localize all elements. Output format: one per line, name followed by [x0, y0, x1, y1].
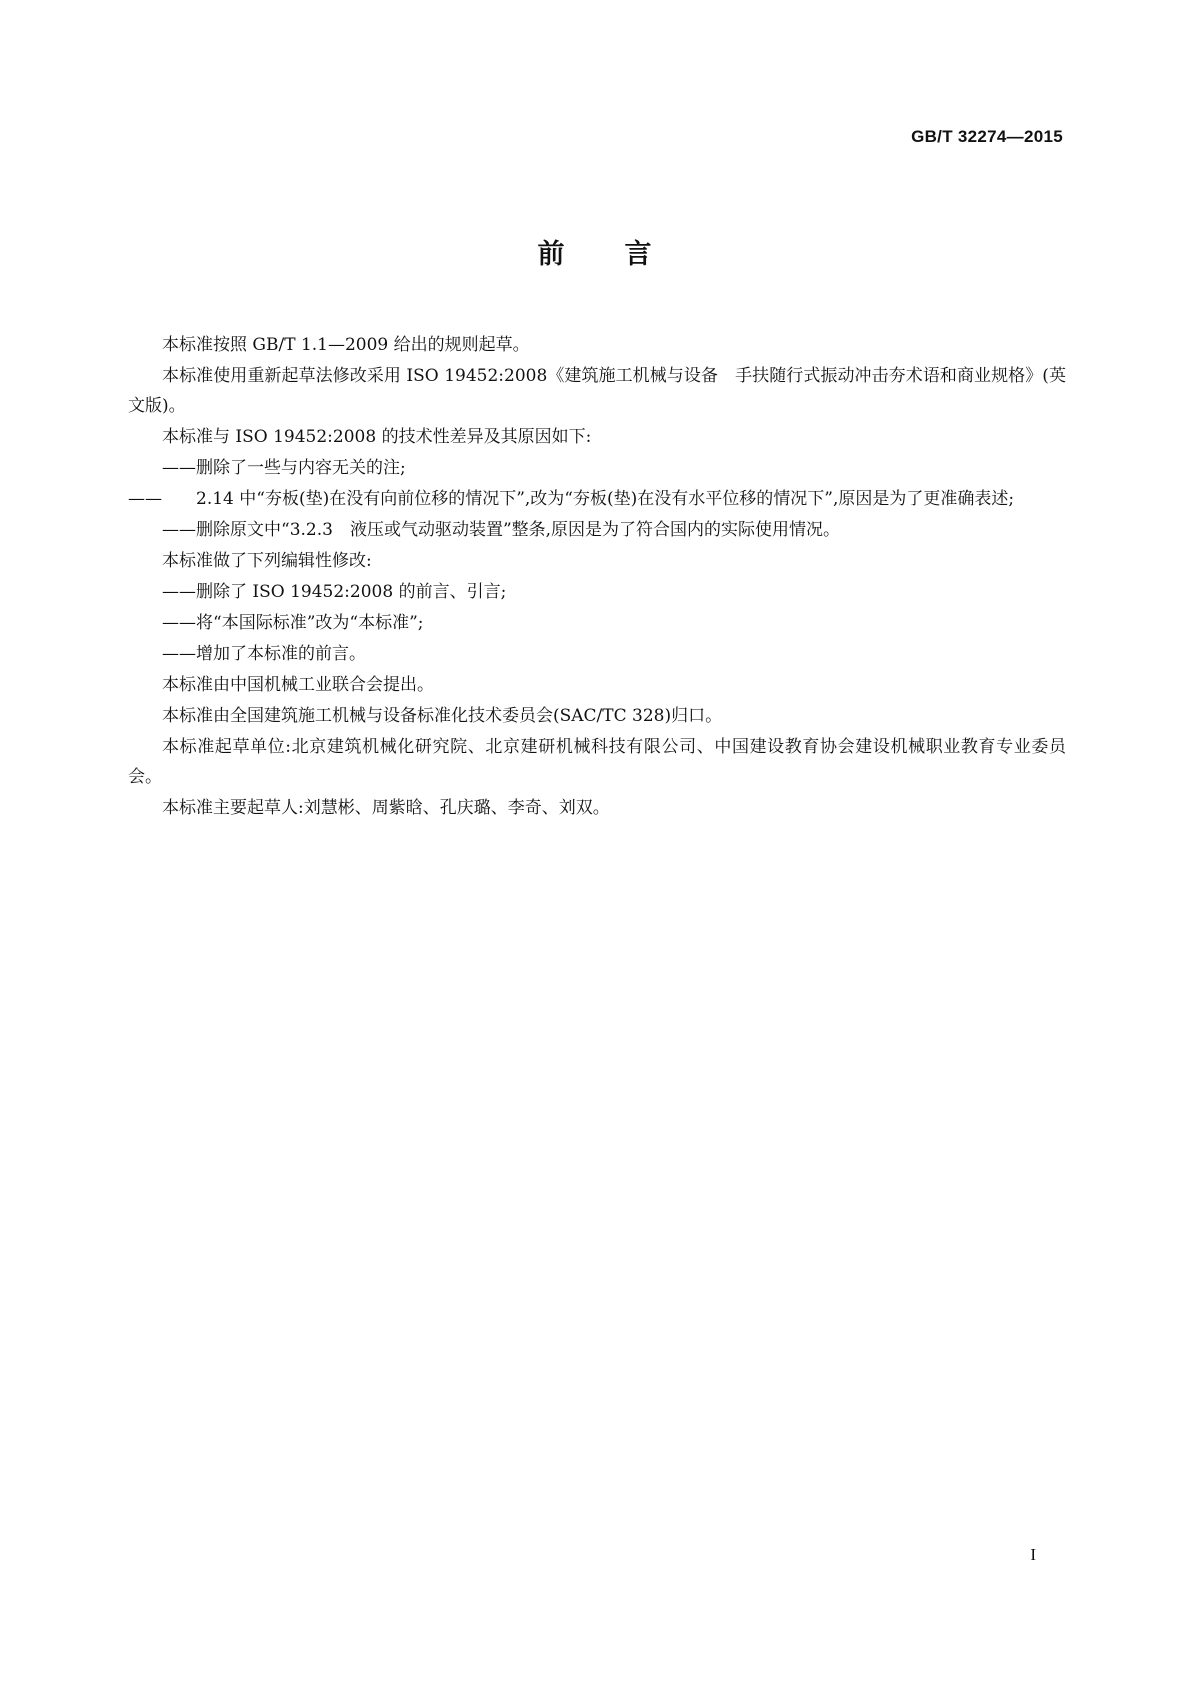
dash-marker: ——: [162, 520, 196, 540]
paragraph-centralized: 本标准由全国建筑施工机械与设备标准化技术委员会(SAC/TC 328)归口。: [162, 706, 723, 726]
list-item: ——删除了一些与内容无关的注;: [128, 453, 1066, 483]
list-item: ——将“本国际标准”改为“本标准”;: [128, 608, 1066, 638]
page-title: [0, 232, 1191, 271]
title-char-1: 前: [537, 239, 567, 270]
foreword-body: [128, 330, 1066, 824]
list-item: ——增加了本标准的前言。: [128, 639, 1066, 669]
title-char-2: 言: [624, 239, 654, 270]
paragraph-editorial-changes: 本标准做了下列编辑性修改:: [162, 551, 372, 571]
paragraph-technical-differences: 本标准与 ISO 19452:2008 的技术性差异及其原因如下:: [162, 427, 592, 447]
paragraph-drafting-rules: 本标准按照 GB/T 1.1—2009 给出的规则起草。: [162, 335, 530, 355]
dash-marker: ——: [162, 582, 196, 602]
paragraph-adoption: 本标准使用重新起草法修改采用 ISO 19452:2008《建筑施工机械与设备 手扶随行式振动冲击夯术语和商业规格》(英文版)。: [128, 366, 1066, 416]
dash-marker: ——: [162, 644, 196, 664]
dash-marker: ——: [162, 613, 196, 633]
standard-number: GB/T 32274—2015: [911, 127, 1063, 146]
paragraph-proposer: 本标准由中国机械工业联合会提出。: [162, 675, 434, 695]
page-number: I: [1030, 1545, 1036, 1564]
list-item: —— 2.14 中“夯板(垫)在没有向前位移的情况下”,改为“夯板(垫)在没有水平位移的情况下”,原因是为了更准确表述;: [128, 484, 1066, 514]
list-item: ——删除原文中“3.2.3 液压或气动驱动装置”整条,原因是为了符合国内的实际使用情况。: [128, 515, 1066, 545]
dash-marker: ——: [128, 489, 162, 509]
list-item: ——删除了 ISO 19452:2008 的前言、引言;: [128, 577, 1066, 607]
dash-marker: ——: [162, 458, 196, 478]
paragraph-drafters: 本标准主要起草人:刘慧彬、周紫晗、孔庆璐、李奇、刘双。: [162, 798, 610, 818]
paragraph-drafting-units: 本标准起草单位:北京建筑机械化研究院、北京建研机械科技有限公司、中国建设教育协会建设机械职业教育专业委员会。: [128, 737, 1066, 787]
